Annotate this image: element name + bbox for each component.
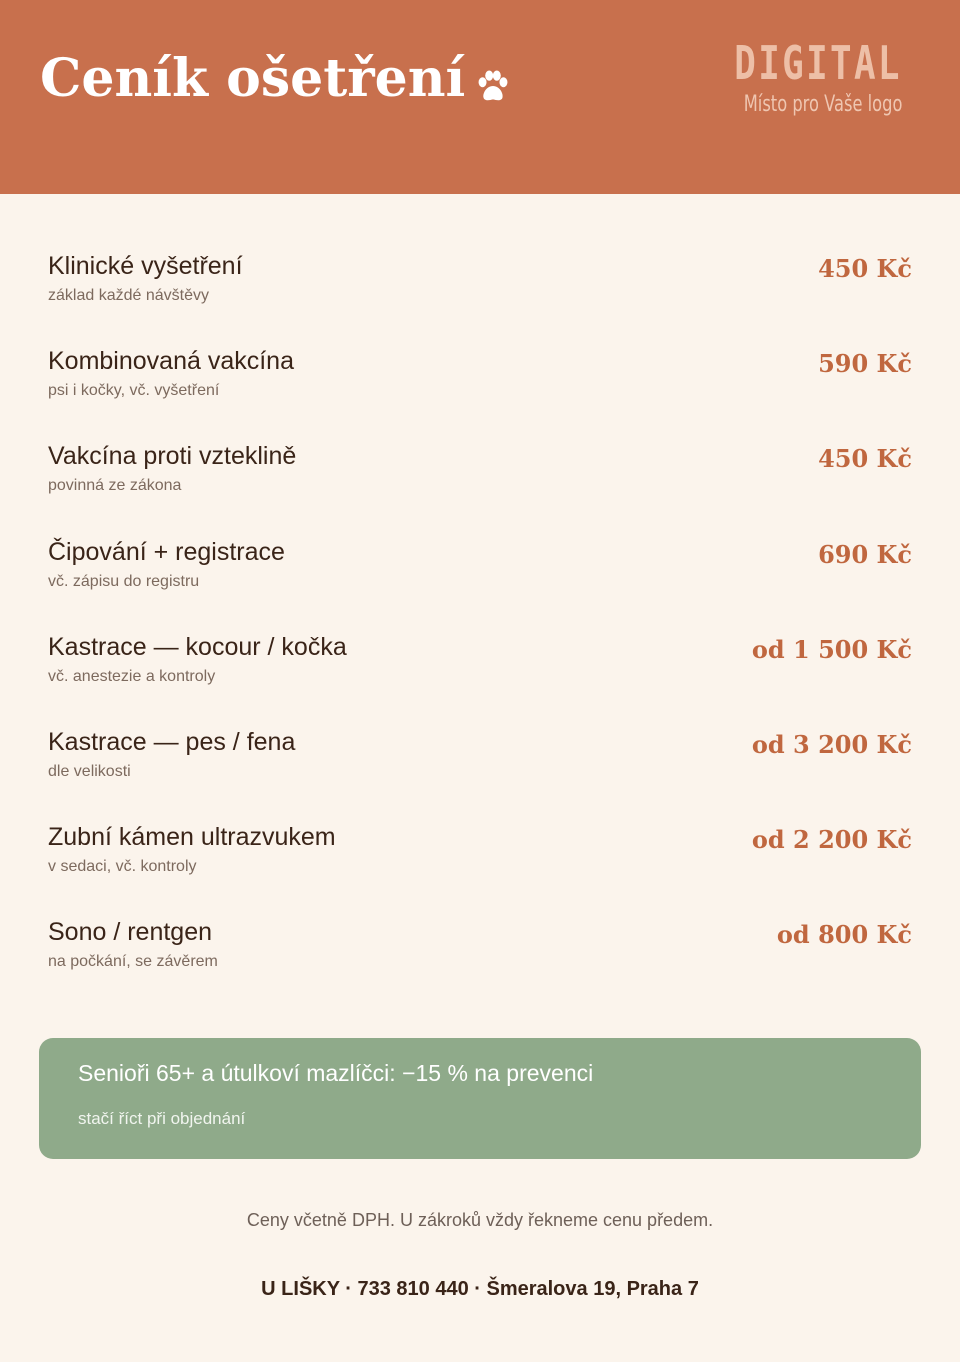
item-description: povinná ze zákona [48,477,182,495]
paw-icon [474,68,512,106]
item-price: 450 Kč [818,444,912,474]
item-price: od 800 Kč [776,920,912,950]
item-name: Klinické vyšetření [48,252,243,280]
item-description: vč. zápisu do registru [48,572,200,590]
price-item [48,440,912,535]
item-price: od 2 200 Kč [751,825,912,855]
price-list [48,250,912,1012]
promo-title: Senioři 65+ a útulkoví mazlíčci: −15 % na prevenci [78,1060,594,1086]
contact-footer: U LIŠKY · 733 810 440 · Šmeralova 19, Praha 7 [261,1278,699,1300]
item-name: Kombinovaná vakcína [48,347,294,376]
price-item [48,821,912,916]
item-description: na počkání, se závěrem [48,953,218,971]
item-name: Sono / rentgen [48,918,213,947]
item-description: psi i kočky, vč. vyšetření [48,382,220,400]
page-title: Ceník ošetření [40,48,466,109]
item-price: od 3 200 Kč [751,729,912,759]
header-banner [0,0,960,194]
price-item [48,536,912,631]
item-description: dle velikosti [48,762,131,780]
item-name: Zubní kámen ultrazvukem [48,823,336,852]
logo-subtext: Místo pro Vaše logo [743,92,902,117]
item-name: Kastrace — pes / fena [48,727,296,756]
price-note: Ceny včetně DPH. U zákroků vždy řekneme cenu předem. [246,1210,714,1230]
item-price: 690 Kč [818,539,912,569]
item-price: 590 Kč [818,349,912,379]
price-item [48,631,912,726]
item-description: v sedaci, vč. kontroly [48,858,197,876]
logo-text: DIGITAL [734,36,902,90]
item-price: od 1 500 Kč [751,634,912,664]
item-description: vč. anestezie a kontroly [48,667,216,685]
promo-box [39,1038,921,1159]
price-item [48,726,912,821]
item-price: 450 Kč [818,254,912,283]
item-name: Vakcína proti vzteklině [48,442,297,471]
promo-subtitle: stačí říct při objednání [78,1109,246,1128]
item-name: Čipování + registrace [48,537,285,566]
item-description: základ každé návštěvy [48,287,209,304]
item-name: Kastrace — kocour / kočka [48,632,347,661]
price-item [48,345,912,440]
price-item [48,250,912,345]
price-item [48,916,912,1011]
